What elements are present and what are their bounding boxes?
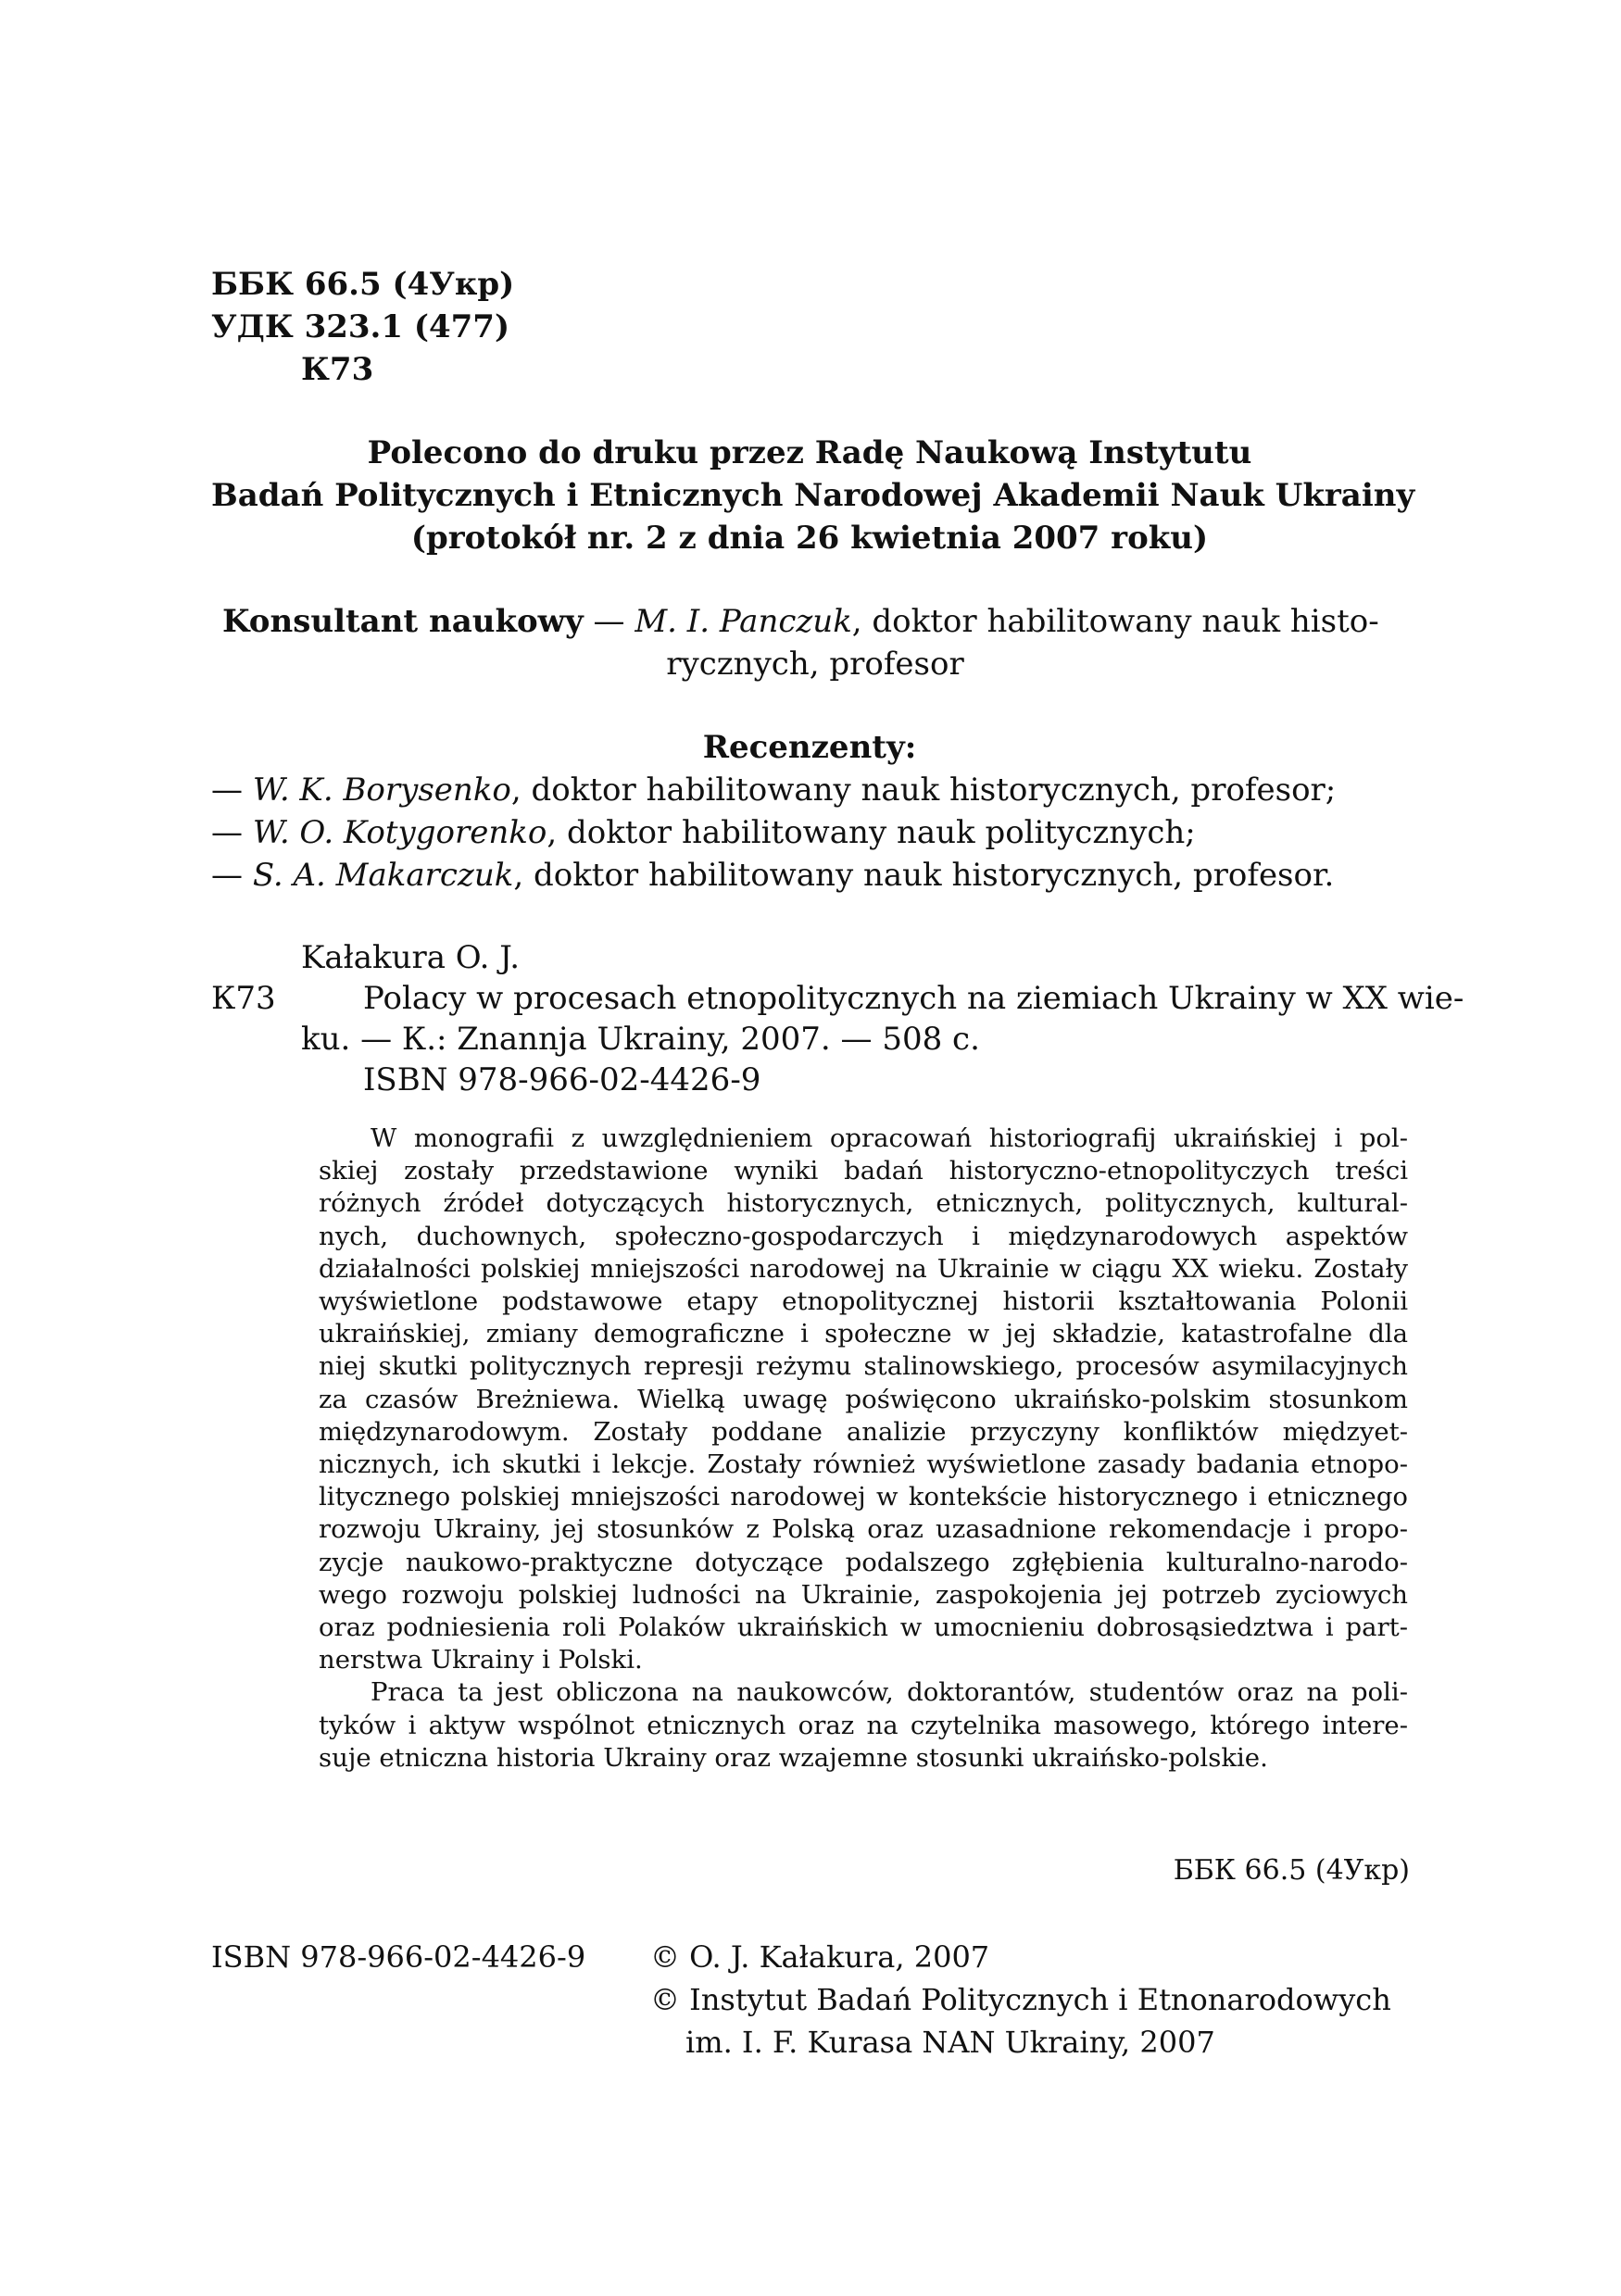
approval-line-1: Polecono do druku przez Radę Naukową Instytutu — [367, 434, 1252, 471]
abstract-line: oraz podniesienia roli Polaków ukraińskich w umocnieniu dobrosąsiedztwa i part- — [319, 1612, 1408, 1643]
reviewer-2-desc: , doktor habilitowany nauk politycznych; — [547, 814, 1196, 851]
catalog-mark: К73 — [211, 980, 276, 1017]
udk-code: УДК 323.1 (477) — [211, 308, 510, 345]
abstract-line: tyków i aktyw wspólnot etnicznych oraz na czytelnika masowego, którego intere- — [319, 1710, 1408, 1740]
abstract-line: zycje naukowo-praktyczne dotyczące podalszego zgłębienia kulturalno-narodo- — [319, 1547, 1408, 1577]
consultant-desc-1: , doktor habilitowany nauk histo- — [851, 603, 1379, 640]
reviewer-2 — [211, 811, 1196, 854]
abstract-line: za czasów Breżniewa. Wielką uwagę poświęcono ukraińsko-polskim stosunkom — [319, 1384, 1408, 1414]
author-mark: К73 — [301, 351, 374, 388]
abstract-line: suje etniczna historia Ukrainy oraz wzajemne stosunki ukraińsko-polskie. — [319, 1742, 1268, 1773]
copyright-institute-1: © Instytut Badań Politycznych i Etnonarodowych — [650, 1982, 1391, 2017]
consultant-label: Konsultant naukowy — [222, 603, 584, 640]
reviewer-3-desc: , doktor habilitowany nauk historycznych, profesor. — [513, 857, 1335, 894]
reviewer-2-dash: — — [211, 814, 253, 851]
reviewer-1-desc: , doktor habilitowany nauk historycznych, profesor; — [510, 772, 1337, 809]
copyright-author: © O. J. Kałakura, 2007 — [650, 1939, 990, 1975]
abstract — [319, 1123, 1408, 1775]
abstract-line: nerstwa Ukrainy i Polski. — [319, 1645, 643, 1675]
reviewer-3-name: S. A. Makarczuk — [252, 857, 514, 894]
abstract-line: W monografii z uwzględnieniem opracowań historiografij ukraińskiej i pol- — [371, 1123, 1408, 1153]
bbk-code-bottom: ББК 66.5 (4Укр) — [1173, 1854, 1410, 1887]
abstract-line: niej skutki politycznych represji reżymu stalinowskiego, procesów asymilacyjnych — [319, 1351, 1408, 1382]
catalog-isbn: ISBN 978-966-02-4426-9 — [363, 1061, 761, 1098]
reviewer-2-name: W. O. Kotygorenko — [252, 814, 547, 851]
reviewer-3 — [211, 854, 1334, 897]
bbk-code: ББК 66.5 (4Укр) — [211, 266, 515, 303]
catalog-title-1: Polacy w procesach etnopolitycznych na ziemiach Ukrainy w XX wie- — [363, 980, 1464, 1017]
abstract-line: Praca ta jest obliczona na naukowców, doktorantów, studentów oraz na poli- — [371, 1677, 1408, 1708]
abstract-line: litycznego polskiej mniejszości narodowej w kontekście historycznego i etnicznego — [319, 1482, 1408, 1512]
approval-line-2: Badań Politycznych i Etnicznych Narodowej Akademii Nauk Ukrainy — [211, 477, 1415, 514]
abstract-line: działalności polskiej mniejszości narodowej na Ukrainie w ciągu XX wieku. Zostały — [319, 1253, 1408, 1284]
copyright-institute-2: im. I. F. Kurasa NAN Ukrainy, 2007 — [685, 2025, 1215, 2060]
approval-line-3: (protokół nr. 2 z dnia 26 kwietnia 2007 roku) — [410, 520, 1209, 557]
abstract-line: nych, duchownych, społeczno-gospodarczych i międzynarodowych aspektów — [319, 1221, 1408, 1251]
consultant-name: M. I. Panczuk — [635, 603, 852, 640]
catalog-title-2: ku. — К.: Znannja Ukrainy, 2007. — 508 c. — [301, 1021, 980, 1058]
abstract-line: nicznych, ich skutki i lekcje. Zostały również wyświetlone zasady badania etnopo- — [319, 1449, 1408, 1480]
footer-isbn: ISBN 978-966-02-4426-9 — [211, 1939, 586, 1975]
reviewer-3-dash: — — [211, 857, 253, 894]
consultant-block — [222, 600, 1408, 685]
abstract-line: rozwoju Ukrainy, jej stosunków z Polską oraz uzasadnione rekomendacje i propo- — [319, 1514, 1408, 1545]
abstract-line: wyświetlone podstawowe etapy etnopolitycznej historii kształtowania Polonii — [319, 1286, 1408, 1317]
reviewer-1-dash: — — [211, 772, 253, 809]
abstract-line: międzynarodowym. Zostały poddane analizie przyczyny konfliktów międzyet- — [319, 1416, 1408, 1447]
abstract-line: różnych źródeł dotyczących historycznych, etnicznych, politycznych, kultural- — [319, 1188, 1408, 1219]
catalog-author: Kałakura O. J. — [301, 939, 521, 976]
abstract-line: ukraińskiej, zmiany demograficzne i społeczne w jej składzie, katastrofalne dla — [319, 1319, 1408, 1349]
consultant-desc-2: rycznych, profesor — [666, 646, 964, 683]
consultant-dash: — — [583, 603, 635, 640]
abstract-line: skiej zostały przedstawione wyniki badań historyczno-etnopolityczych treści — [319, 1156, 1408, 1186]
abstract-line: wego rozwoju polskiej ludności na Ukrainie, zaspokojenia jej potrzeb zyciowych — [319, 1579, 1408, 1610]
reviewers-heading: Recenzenty: — [702, 729, 917, 766]
reviewer-1-name: W. K. Borysenko — [252, 772, 511, 809]
reviewer-1 — [211, 769, 1336, 811]
